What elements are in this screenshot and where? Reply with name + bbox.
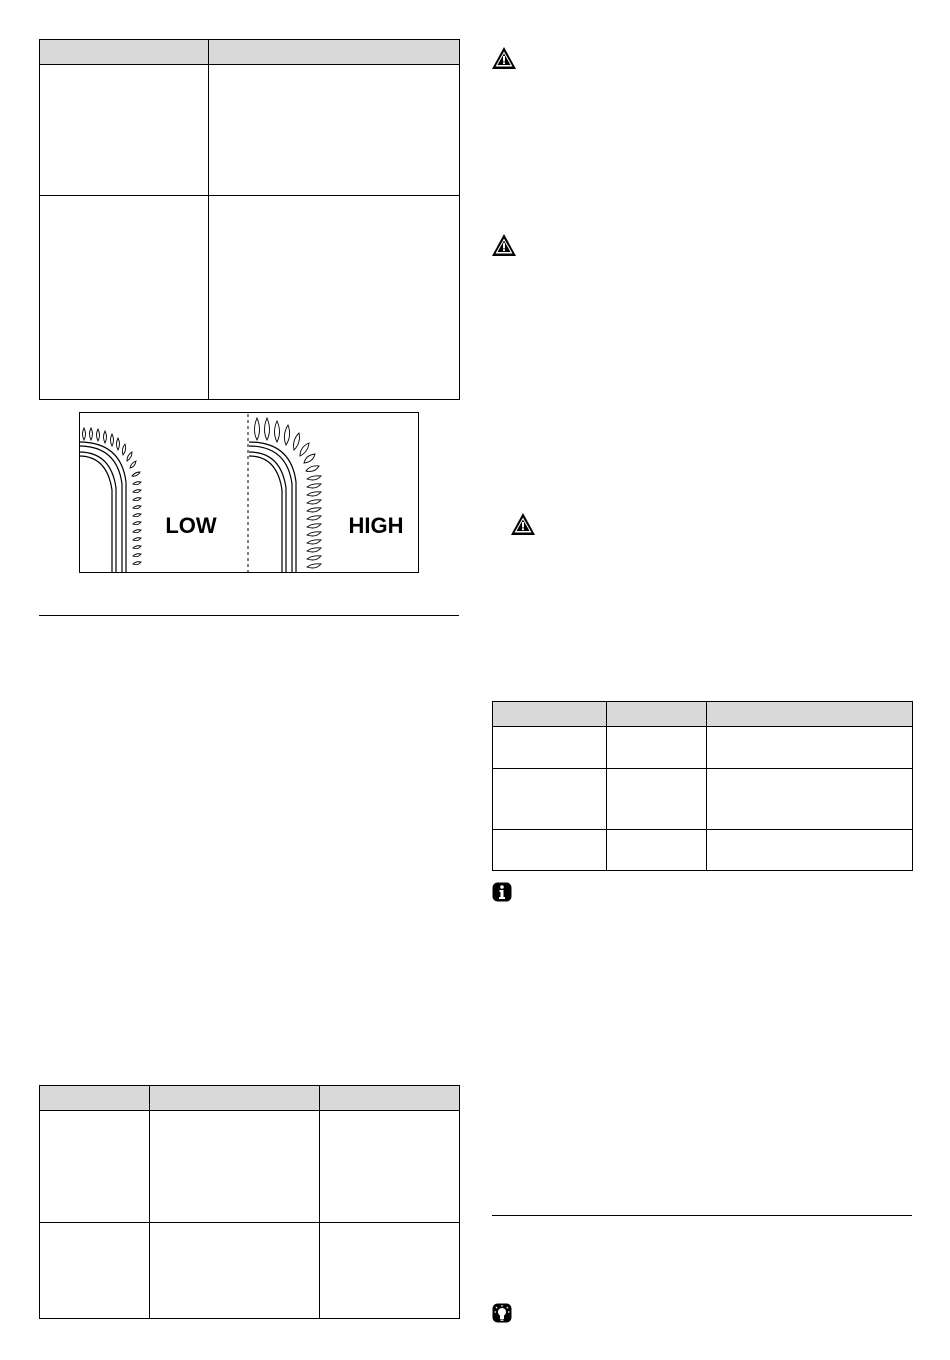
table-cell: [40, 1111, 150, 1223]
table-cell: [320, 1223, 460, 1319]
table-cell: [209, 65, 460, 196]
table-header-cell: [150, 1086, 320, 1111]
high-label: HIGH: [348, 513, 404, 538]
table-row: [40, 65, 460, 196]
table-top-left: [39, 39, 460, 400]
section-divider: [492, 1215, 912, 1216]
table-cell: [707, 769, 913, 830]
table-cell: [607, 727, 707, 769]
table-header-cell: [209, 40, 460, 65]
warning-triangle-icon: [510, 512, 536, 536]
table-row: [40, 1111, 460, 1223]
low-label: LOW: [165, 513, 217, 538]
table-cell: [209, 196, 460, 400]
table-header-row: [40, 1086, 460, 1111]
table-cell: [40, 196, 209, 400]
table-cell: [607, 830, 707, 871]
table-right: [492, 701, 913, 871]
table-row: [40, 196, 460, 400]
warning-triangle-icon: [491, 233, 517, 257]
info-icon: [492, 882, 512, 902]
table-row: [493, 727, 913, 769]
table-header-row: [493, 702, 913, 727]
table-cell: [150, 1111, 320, 1223]
table-header-cell: [493, 702, 607, 727]
table-row: [493, 830, 913, 871]
table-row: [493, 769, 913, 830]
table-cell: [707, 727, 913, 769]
table-bottom-left: [39, 1085, 460, 1319]
table-header-cell: [40, 40, 209, 65]
table-cell: [493, 830, 607, 871]
table-cell: [40, 1223, 150, 1319]
table-cell: [607, 769, 707, 830]
table-cell: [40, 65, 209, 196]
section-divider: [39, 615, 459, 616]
table-row: [40, 1223, 460, 1319]
table-header-row: [40, 40, 460, 65]
table-header-cell: [40, 1086, 150, 1111]
warning-triangle-icon: [491, 46, 517, 70]
table-cell: [493, 727, 607, 769]
table-cell: [320, 1111, 460, 1223]
table-cell: [707, 830, 913, 871]
lightbulb-icon: [492, 1303, 512, 1323]
table-header-cell: [320, 1086, 460, 1111]
table-cell: [150, 1223, 320, 1319]
table-header-cell: [707, 702, 913, 727]
table-cell: [493, 769, 607, 830]
flame-diagram: [79, 412, 420, 575]
table-header-cell: [607, 702, 707, 727]
